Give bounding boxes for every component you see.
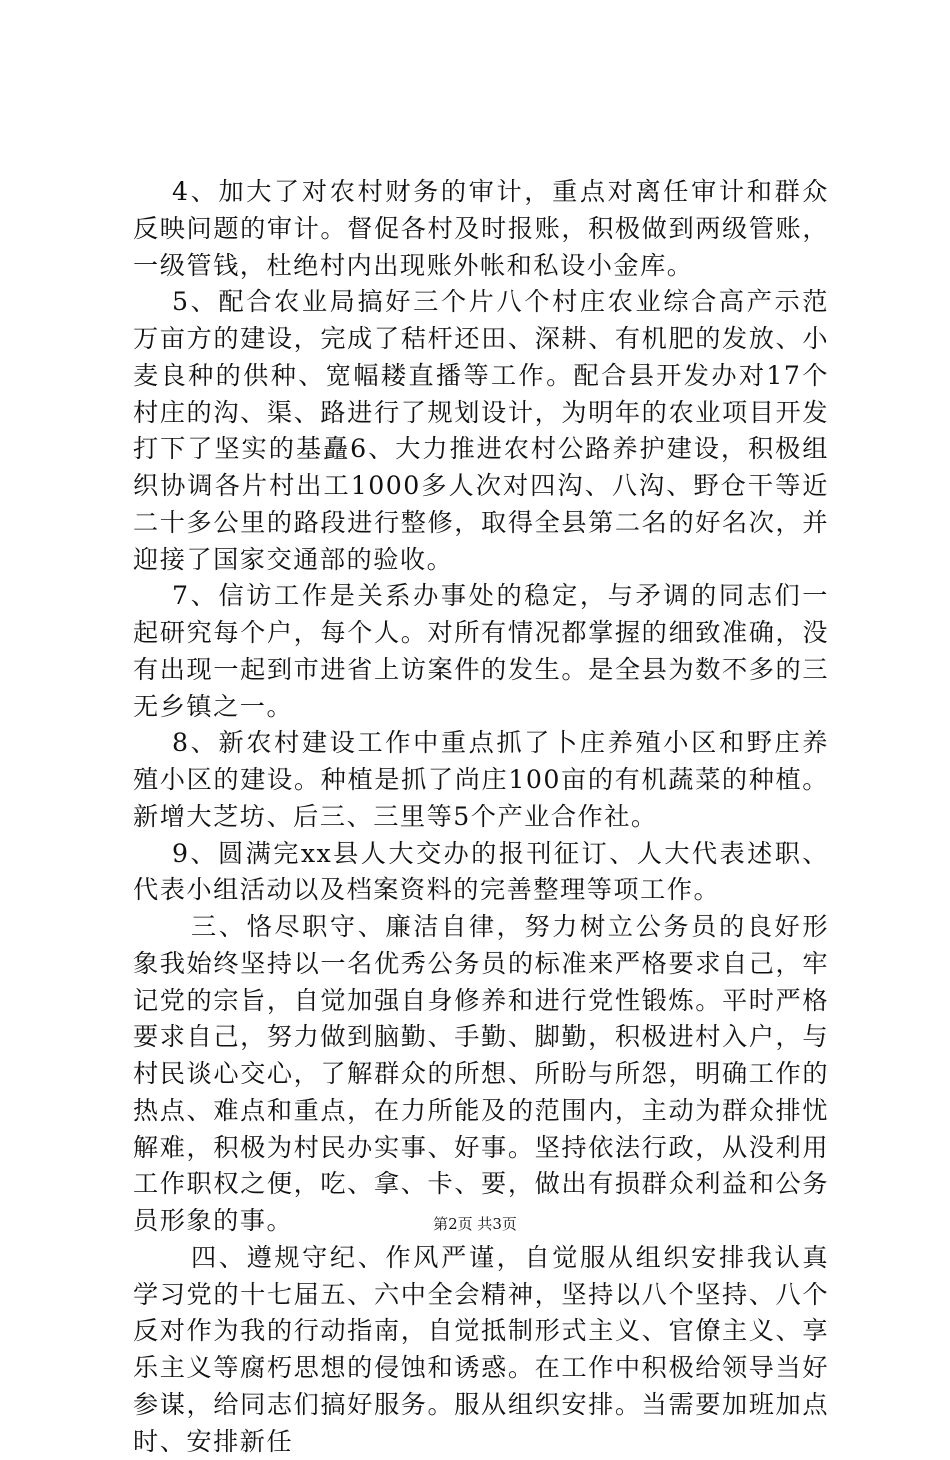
document-body (133, 174, 829, 1460)
paragraph-section-three: 三、恪尽职守、廉洁自律，努力树立公务员的良好形象我始终坚持以一名优秀公务员的标准来严格要求自己，牢记党的宗旨，自觉加强自身修养和进行党性锻炼。平时严格要求自己，努力做到脑勤、手勤、脚勤，积极进村入户，与村民谈心交心，了解群众的所想、所盼与所怨，明确工作的热点、难点和重点，在力所能及的范围内，主动为群众排忧解难，积极为村民办实事、好事。坚持依法行政，从没利用工作职权之便，吃、拿、卡、要，做出有损群众利益和公务员形象的事。 (133, 912, 829, 1235)
paragraph-item-7: 7、信访工作是关系办事处的稳定，与矛调的同志们一起研究每个户，每个人。对所有情况都掌握的细致准确，没有出现一起到市进省上访案件的发生。是全县为数不多的三无乡镇之一。 (133, 581, 829, 721)
paragraph-item-5-6: 5、配合农业局搞好三个片八个村庄农业综合高产示范万亩方的建设，完成了秸杆还田、深耕、有机肥的发放、小麦良种的供种、宽幅耧直播等工作。配合县开发办对17个村庄的沟、渠、路进行了规划设计，为明年的农业项目开发打下了坚实的基矗6、大力推进农村公路养护建设，积极组织协调各片村出工1000多人次对四沟、八沟、野仓干等近二十多公里的路段进行整修，取得全县第二名的好名次，并迎接了国家交通部的验收。 (133, 287, 829, 574)
paragraph-item-8: 8、新农村建设工作中重点抓了卜庄养殖小区和野庄养殖小区的建设。种植是抓了尚庄100亩的有机蔬菜的种植。新增大芝坊、后三、三里等5个产业合作社。 (133, 728, 829, 831)
paragraph-item-9: 9、圆满完xx县人大交办的报刊征订、人大代表述职、代表小组活动以及档案资料的完善整理等项工作。 (133, 838, 829, 905)
paragraph-section-four: 四、遵规守纪、作风严谨，自觉服从组织安排我认真学习党的十七届五、六中全会精神，坚持以八个坚持、八个反对作为我的行动指南，自觉抵制形式主义、官僚主义、享乐主义等腐朽思想的侵蚀和诱惑。在工作中积极给领导当好参谋，给同志们搞好服务。服从组织安排。当需要加班加点时、安排新任 (133, 1242, 829, 1456)
page-number: 第2页 共3页 (433, 1215, 517, 1233)
page-footer (0, 1214, 950, 1234)
paragraph-item-4: 4、加大了对农村财务的审计，重点对离任审计和群众反映问题的审计。督促各村及时报账，积极做到两级管账，一级管钱，杜绝村内出现账外帐和私设小金库。 (133, 177, 829, 280)
